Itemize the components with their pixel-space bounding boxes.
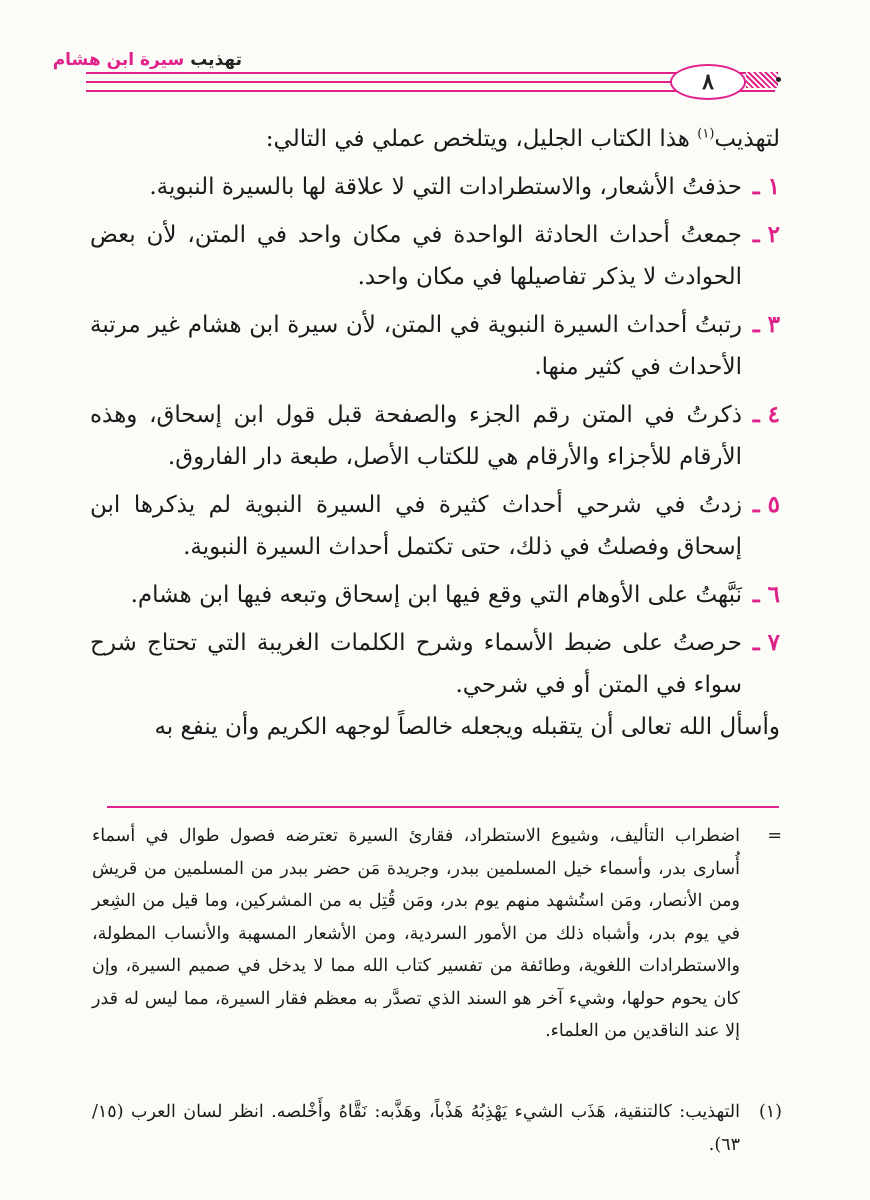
footnote-divider (107, 806, 779, 808)
item-text: حذفتُ الأشعار، والاستطرادات التي لا علاقة لها بالسيرة النبوية. (149, 174, 742, 200)
item-number: ٦ ـ (752, 581, 780, 608)
bullet-dot-icon (776, 77, 781, 82)
page-header (0, 0, 870, 115)
intro-word: لتهذيب (714, 126, 780, 152)
page-number-badge (670, 64, 770, 98)
footnote-ref[interactable]: (١) (697, 126, 715, 142)
list-item (90, 484, 780, 568)
item-number: ٤ ـ (752, 401, 780, 428)
item-number: ١ ـ (752, 173, 780, 200)
footnote-continuation (92, 820, 782, 1048)
list-item (90, 574, 780, 616)
item-number: ٣ ـ (752, 311, 780, 338)
item-text: زدتُ في شرحي أحداث كثيرة في السيرة النبوية لم يذكرها ابن إسحاق وفصلتُ في ذلك، حتى تكتمل أحداث السيرة النبوية. (90, 492, 742, 560)
list-item (90, 394, 780, 478)
footnote-mark: (١) (758, 1102, 782, 1122)
item-number: ٥ ـ (752, 491, 780, 518)
book-title-accent: سيرة ابن هشام (52, 50, 185, 70)
page-number: ٨ (670, 64, 746, 100)
main-text (90, 118, 780, 748)
item-number: ٧ ـ (752, 629, 780, 656)
ornament-icon (746, 72, 778, 88)
book-title-prefix: تهذيب (190, 50, 242, 70)
list-item (90, 622, 780, 706)
item-text: رتبتُ أحداث السيرة النبوية في المتن، لأن سيرة ابن هشام غير مرتبة الأحداث في كثير منها. (90, 312, 742, 380)
item-text: جمعتُ أحداث الحادثة الواحدة في مكان واحد في المتن، لأن بعض الحوادث لا يذكر تفاصيلها في مكان واحد. (90, 222, 742, 290)
footnote-1 (92, 1096, 782, 1161)
continuation-mark: = (767, 826, 782, 846)
list-item (90, 214, 780, 298)
closing-line: وأسأل الله تعالى أن يتقبله ويجعله خالصاً لوجهه الكريم وأن ينفع به (154, 714, 780, 740)
list-item (90, 166, 780, 208)
list-item (90, 304, 780, 388)
continuation-text: اضطراب التأليف، وشيوع الاستطراد، فقارئ السيرة تعترضه فصول طوال في أسماء أُسارى بدر، وأسماء خيل المسلمين ببدر، وجريدة مَن حضر ببدر من المسلمين من قريش ومن الأنصار، ومَن استُشهد منهم يوم بدر، ومَن قُتِل به من المشركين، وما قيل من الشِعر في يوم بدر، وأشباه ذلك من الأمور السردية، ومن الأشعار المسهبة والأنساب المطولة، والاستطرادات اللغوية، وطائفة من تفسير كتاب الله مما لا يدخل في صميم السيرة، وإن كان يحوم حولها، وشيء آخر هو السند الذي تصدَّر به معظم فقار السيرة، مما ليس له قدر إلا عند الناقدين من العلماء. (92, 826, 740, 1041)
item-text: ذكرتُ في المتن رقم الجزء والصفحة قبل قول ابن إسحاق، وهذه الأرقام للأجزاء والأرقام هي للكتاب الأصل، طبعة دار الفاروق. (90, 402, 742, 470)
book-title (53, 50, 242, 70)
item-number: ٢ ـ (752, 221, 780, 248)
item-text: نَبَّهتُ على الأوهام التي وقع فيها ابن إسحاق وتبعه فيها ابن هشام. (130, 582, 742, 608)
item-text: حرصتُ على ضبط الأسماء وشرح الكلمات الغريبة التي تحتاج شرح سواء في المتن أو في شرحي. (90, 630, 742, 698)
intro-rest: هذا الكتاب الجليل، ويتلخص عملي في التالي: (265, 126, 698, 152)
footnote-text: التهذيب: كالتنقية، هَذَب الشيء يَهْذِبُهُ هَذْباً، وهَذَّبه: نَقَّاهُ وأَخْلصه. انظر لسان العرب (١٥/ ٦٣). (92, 1102, 740, 1155)
intro-paragraph (90, 118, 780, 160)
